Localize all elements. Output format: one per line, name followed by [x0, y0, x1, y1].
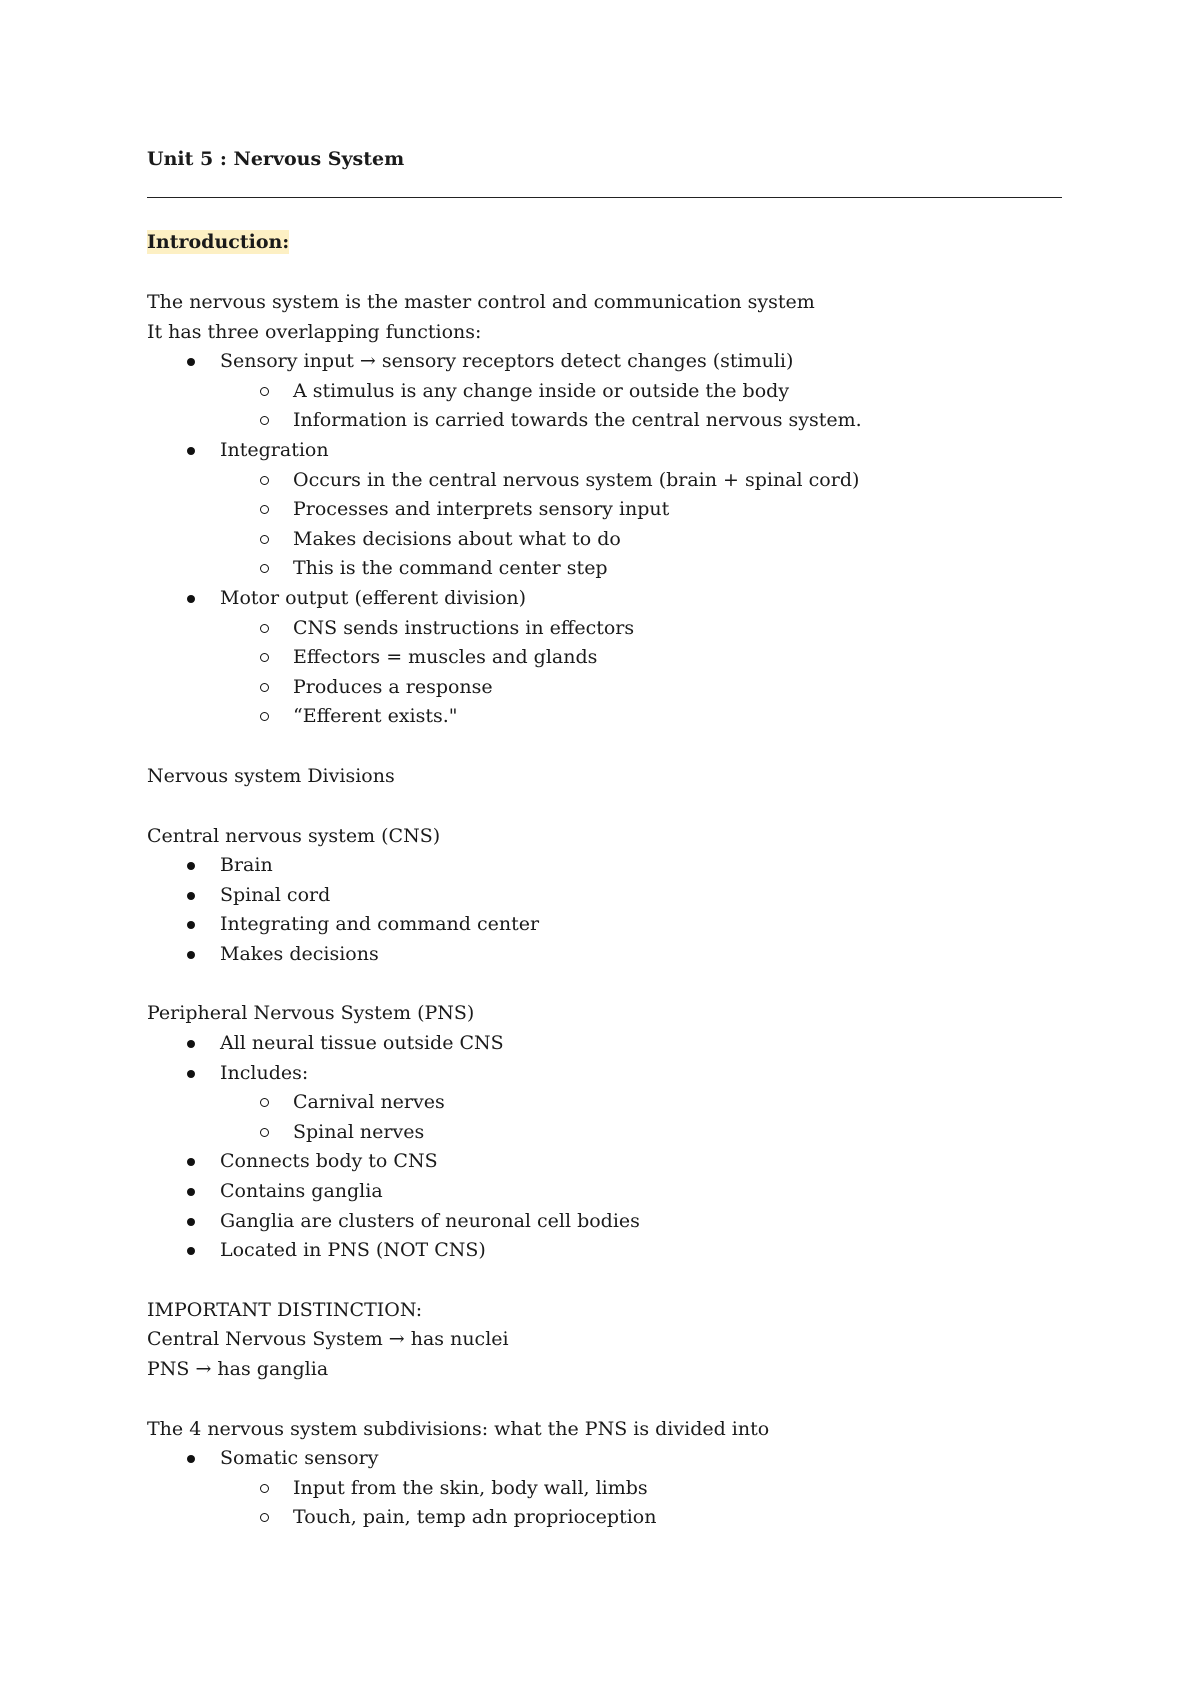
sub-list: [220, 377, 1062, 436]
document-title: Unit 5 : Nervous System: [147, 148, 405, 170]
spacer: [147, 732, 1062, 762]
intro-line: It has three overlapping functions:: [147, 320, 482, 343]
list-item: [147, 1147, 1062, 1177]
sub-list-item: Touch, pain, temp adn proprioception: [220, 1503, 1062, 1533]
cns-list: [147, 851, 1062, 969]
pns-item: Located in PNS (NOT CNS): [220, 1239, 486, 1262]
list-item: [147, 1177, 1062, 1207]
cns-item: Integrating and command center: [220, 913, 540, 936]
distinction-line: PNS → has ganglia: [147, 1358, 329, 1380]
spacer: [147, 258, 1062, 288]
pns-item: Ganglia are clusters of neuronal cell bodies: [220, 1209, 640, 1232]
list-item: [147, 436, 1062, 584]
spacer: [147, 1385, 1062, 1415]
sub-list-item: Produces a response: [220, 673, 1062, 703]
list-item: [147, 347, 1062, 436]
sub-list-item: CNS sends instructions in effectors: [220, 614, 1062, 644]
subdivisions-heading: The 4 nervous system subdivisions: what the PNS is divided into: [147, 1417, 770, 1440]
list-item: [147, 584, 1062, 732]
sub-list-item: “Efferent exists.": [220, 702, 1062, 732]
list-item: [147, 910, 1062, 940]
intro-heading-row: [147, 228, 1062, 258]
functions-list: [147, 347, 1062, 732]
distinction-heading: IMPORTANT DISTINCTION:: [147, 1298, 423, 1321]
spacer: [147, 1266, 1062, 1296]
function-label: Sensory input → sensory receptors detect changes (stimuli): [220, 350, 794, 373]
function-label: Integration: [220, 438, 329, 461]
list-item: [147, 881, 1062, 911]
list-item: [147, 940, 1062, 970]
sub-list: [220, 1474, 1062, 1533]
sub-list-item: Occurs in the central nervous system (brain + spinal cord): [220, 466, 1062, 496]
cns-item: Brain: [220, 854, 273, 877]
pns-heading: Peripheral Nervous System (PNS): [147, 1002, 475, 1025]
sub-list-item: Spinal nerves: [220, 1118, 1062, 1148]
spacer: [147, 792, 1062, 822]
title-divider: [147, 197, 1062, 198]
distinction-line: Central Nervous System → has nuclei: [147, 1328, 509, 1351]
pns-item: All neural tissue outside CNS: [220, 1032, 504, 1055]
subdivisions-list: [147, 1444, 1062, 1533]
cns-item: Makes decisions: [220, 942, 379, 965]
pns-item: Includes:: [220, 1061, 309, 1084]
list-item: [147, 1059, 1062, 1148]
sub-list-item: A stimulus is any change inside or outside the body: [220, 377, 1062, 407]
list-item: [147, 1236, 1062, 1266]
subdivision-label: Somatic sensory: [220, 1447, 379, 1470]
function-label: Motor output (efferent division): [220, 586, 527, 609]
sub-list-item: This is the command center step: [220, 554, 1062, 584]
document-page: [147, 145, 1062, 1533]
intro-heading: Introduction:: [147, 231, 290, 253]
sub-list-item: Processes and interprets sensory input: [220, 495, 1062, 525]
spacer: [147, 969, 1062, 999]
sub-list-item: Information is carried towards the central nervous system.: [220, 406, 1062, 436]
divisions-heading: Nervous system Divisions: [147, 764, 395, 787]
list-item: [147, 1444, 1062, 1533]
pns-list: [147, 1029, 1062, 1266]
pns-item: Connects body to CNS: [220, 1150, 438, 1173]
list-item: [147, 1029, 1062, 1059]
list-item: [147, 851, 1062, 881]
sub-list: [220, 1088, 1062, 1147]
sub-list-item: Makes decisions about what to do: [220, 525, 1062, 555]
sub-list-item: Carnival nerves: [220, 1088, 1062, 1118]
pns-item: Contains ganglia: [220, 1180, 383, 1203]
list-item: [147, 1207, 1062, 1237]
cns-heading: Central nervous system (CNS): [147, 824, 441, 847]
sub-list-item: Effectors = muscles and glands: [220, 643, 1062, 673]
sub-list: [220, 614, 1062, 732]
sub-list-item: Input from the skin, body wall, limbs: [220, 1474, 1062, 1504]
intro-line: The nervous system is the master control and communication system: [147, 291, 815, 313]
sub-list: [220, 466, 1062, 584]
cns-item: Spinal cord: [220, 883, 331, 906]
